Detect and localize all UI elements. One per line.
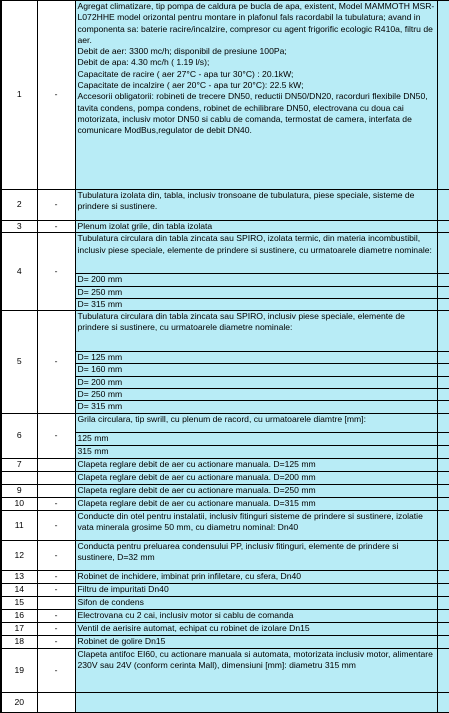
- item-number-cell: 12: [1, 540, 37, 570]
- unit-cell: [37, 692, 75, 712]
- description-cell: Electrovana cu 2 cai, inclusiv motor si cablu de comanda: [75, 609, 437, 622]
- item-number-cell: 9: [1, 484, 37, 497]
- description-cell: D= 125 mm: [75, 352, 437, 364]
- table-row: [1, 570, 449, 583]
- quantity-cell: [437, 389, 449, 401]
- description-cell: D= 160 mm: [75, 364, 437, 376]
- quantity-cell: [437, 401, 449, 413]
- quantity-cell: [437, 540, 449, 570]
- quantity-cell: [437, 484, 449, 497]
- description-cell: Ventil de aerisire automat, echipat cu robinet de izolare Dn15: [75, 622, 437, 635]
- description-cell: D= 315 mm: [75, 401, 437, 413]
- quantity-cell: [437, 286, 449, 298]
- table-row: [1, 540, 449, 570]
- description-cell: Robinet de golire Dn15: [75, 635, 437, 648]
- item-number-cell: 13: [1, 570, 37, 583]
- item-number-cell: 11: [1, 510, 37, 540]
- quantity-cell: [437, 497, 449, 510]
- quantity-cell: [437, 364, 449, 376]
- unit-cell: -: [37, 648, 75, 692]
- table-row: [1, 311, 449, 352]
- description-cell: Clapeta reglare debit de aer cu actionare manuala. D=250 mm: [75, 484, 437, 497]
- unit-cell: -: [37, 311, 75, 413]
- table-row: [1, 458, 449, 471]
- unit-cell: [37, 458, 75, 471]
- item-number-cell: 4: [1, 233, 37, 311]
- unit-cell: -: [37, 583, 75, 596]
- table-row: [1, 471, 449, 484]
- quantity-cell: [437, 596, 449, 609]
- item-number-cell: 10: [1, 497, 37, 510]
- unit-cell: -: [37, 413, 75, 458]
- description-cell: Robinet de inchidere, imbinat prin infiletare, cu sfera, Dn40: [75, 570, 437, 583]
- table-row: [1, 583, 449, 596]
- quantity-cell: [437, 609, 449, 622]
- unit-cell: -: [37, 1, 75, 190]
- description-cell: Tubulatura izolata din, tabla, inclusiv tronsoane de tubulatura, piese speciale, sisteme de prindere si sustinere.: [75, 190, 437, 221]
- unit-cell: -: [37, 233, 75, 311]
- unit-cell: [37, 596, 75, 609]
- quantity-cell: [437, 298, 449, 310]
- quantity-cell: [437, 445, 449, 458]
- quantity-cell: [437, 458, 449, 471]
- unit-cell: -: [37, 609, 75, 622]
- unit-cell: [37, 471, 75, 484]
- quantity-cell: [437, 274, 449, 286]
- item-number-cell: 20: [1, 692, 37, 712]
- description-cell: Clapeta reglare debit de aer cu actionare manuala. D=125 mm: [75, 458, 437, 471]
- table-row: [1, 622, 449, 635]
- item-number-cell: 16: [1, 609, 37, 622]
- quantity-cell: [437, 190, 449, 221]
- unit-cell: -: [37, 221, 75, 233]
- table-row: [1, 692, 449, 712]
- unit-cell: -: [37, 190, 75, 221]
- table-row: [1, 221, 449, 233]
- quantity-cell: [437, 413, 449, 432]
- description-cell: Conducte din otel pentru instalatii, inclusiv fitinguri sisteme de prindere si sustinere, izolatie vata minerala grosime 50 mm, cu diametru nominal: Dn40: [75, 510, 437, 540]
- description-cell: Clapeta antifoc EI60, cu actionare manuala si automata, motorizata inclusiv motor, alimentare 230V sau 24V (conform cerinta Mall), dimensiuni [mm]: diametru 315 mm: [75, 648, 437, 692]
- item-number-cell: 19: [1, 648, 37, 692]
- quantity-cell: [437, 570, 449, 583]
- description-cell: Filtru de impuritati Dn40: [75, 583, 437, 596]
- table-row: [1, 233, 449, 274]
- description-cell: Tubulatura circulara din tabla zincata sau SPIRO, inclusiv piese speciale, elemente de prindere si sustinere, cu urmatoarele diametre nominale:: [75, 311, 437, 352]
- unit-cell: -: [37, 622, 75, 635]
- description-cell: Plenum izolat grile, din tabla izolata: [75, 221, 437, 233]
- quantity-cell: [437, 221, 449, 233]
- description-cell: Agregat climatizare, tip pompa de caldura pe bucla de apa, existent, Model MAMMOTH MSR-L072HHE model orizontal pentru montare in plafonul fals racordabil la tubulatura; avand in componenta sa: baterie racire/incalzire, compresor cu agent frigorific ecologic R410a, filtru de aer. Debit de aer: 3300 mc/h; disponibil de presiune 100Pa; Debit de apa: 4.30 mc/h ( 1.19 l/s); Capacitate de racire ( aer 27°C - apa tur 30°C) : 20.1kW; Capacitate de incalzire ( aer 20°C - apa tur 20°C): 22.5 kW; Accesorii obligatorii: robineti de trecere DN50, reductii DN50/DN20, racorduri flexibile DN50, tavita condens, pompa condens, robinet de echilibrare DN50, electrovana cu doua cai motorizata, inclusiv motor DN50 si cablu de comanda, termostat de camera, interfata de comunicare ModBus,regulator de debit DN40.: [75, 1, 437, 190]
- item-number-cell: 7: [1, 458, 37, 471]
- quantity-cell: [437, 622, 449, 635]
- table-row: [1, 190, 449, 221]
- quantity-cell: [437, 692, 449, 712]
- quantity-cell: [437, 635, 449, 648]
- item-number-cell: 1: [1, 1, 37, 190]
- description-cell: D= 315 mm: [75, 298, 437, 310]
- item-number-cell: [1, 471, 37, 484]
- table-row: [1, 497, 449, 510]
- table-row: [1, 635, 449, 648]
- description-cell: Sifon de condens: [75, 596, 437, 609]
- item-number-cell: 14: [1, 583, 37, 596]
- quantity-cell: [437, 648, 449, 692]
- item-number-cell: 3: [1, 221, 37, 233]
- unit-cell: -: [37, 510, 75, 540]
- unit-cell: [37, 484, 75, 497]
- table-row: [1, 510, 449, 540]
- item-number-cell: 18: [1, 635, 37, 648]
- quantity-cell: [437, 233, 449, 274]
- quantity-cell: [437, 311, 449, 352]
- quantity-cell: [437, 583, 449, 596]
- quantity-cell: [437, 1, 449, 190]
- description-cell: Tubulatura circulara din tabla zincata sau SPIRO, izolata termic, din materia incombustibil, inclusiv piese speciale, elemente de prindere si sustinere, cu urmatoarele diametre nominale:: [75, 233, 437, 274]
- unit-cell: -: [37, 570, 75, 583]
- description-cell: D= 250 mm: [75, 286, 437, 298]
- unit-cell: -: [37, 540, 75, 570]
- description-cell: Clapeta reglare debit de aer cu actionare manuala. D=315 mm: [75, 497, 437, 510]
- quantity-cell: [437, 376, 449, 388]
- quantity-cell: [437, 471, 449, 484]
- item-number-cell: 17: [1, 622, 37, 635]
- item-number-cell: 15: [1, 596, 37, 609]
- table-row: [1, 609, 449, 622]
- quantity-cell: [437, 432, 449, 445]
- description-cell: [75, 692, 437, 712]
- description-cell: Clapeta reglare debit de aer cu actionare manuala. D=200 mm: [75, 471, 437, 484]
- unit-cell: -: [37, 497, 75, 510]
- description-cell: 125 mm: [75, 432, 437, 445]
- description-cell: Grila circulara, tip swrill, cu plenum de racord, cu urmatoarele diamtre [mm]:: [75, 413, 437, 432]
- description-cell: D= 200 mm: [75, 376, 437, 388]
- unit-cell: -: [37, 635, 75, 648]
- item-number-cell: 5: [1, 311, 37, 413]
- table-row: [1, 1, 449, 190]
- description-cell: D= 200 mm: [75, 274, 437, 286]
- table-row: [1, 413, 449, 432]
- quantity-cell: [437, 352, 449, 364]
- table-row: [1, 648, 449, 692]
- description-cell: 315 mm: [75, 445, 437, 458]
- description-cell: Conducta pentru preluarea condensului PP, inclusiv fitinguri, elemente de prindere si sustinere, D=32 mm: [75, 540, 437, 570]
- description-cell: D= 250 mm: [75, 389, 437, 401]
- item-number-cell: 2: [1, 190, 37, 221]
- quantity-cell: [437, 510, 449, 540]
- item-number-cell: 6: [1, 413, 37, 458]
- table-row: [1, 596, 449, 609]
- table-body: [1, 1, 449, 713]
- table-row: [1, 484, 449, 497]
